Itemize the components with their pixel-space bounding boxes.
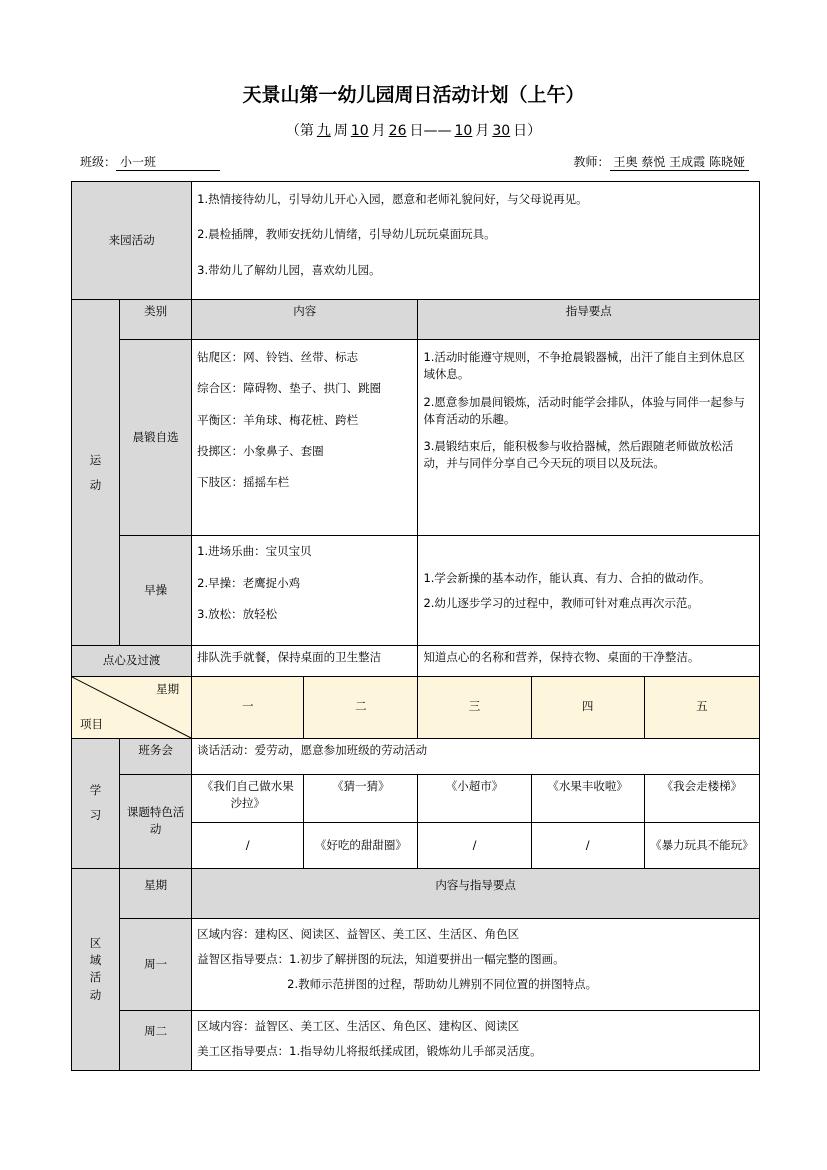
class-meeting-row <box>72 738 760 774</box>
area-monday-label: 周一 <box>120 918 192 1010</box>
teacher-names: 王奥 蔡悦 王成霞 陈晓娅 <box>610 153 749 171</box>
snack-guide: 知道点心的名称和营养，保持衣物、桌面的干净整洁。 <box>418 646 760 676</box>
day-thu: 四 <box>531 676 644 738</box>
day-wed: 三 <box>418 676 531 738</box>
week-label: 星期 <box>156 681 180 696</box>
end-day: 30 <box>492 123 511 139</box>
feature-wed-1: 《小超市》 <box>418 774 531 822</box>
area-week-header: 星期 <box>120 868 192 918</box>
morning-exercise-content: 钻爬区：网、铃铛、丝带、标志 综合区：障碍物、垫子、拱门、跳圈 平衡区：羊角球、梅花桩、跨栏 投掷区：小象鼻子、套圈 下肢区：摇摇车栏 <box>192 340 418 536</box>
content-header: 内容 <box>192 300 418 340</box>
morning-exercise-label: 晨锻自选 <box>120 340 192 536</box>
feature-wed-2: / <box>418 822 531 868</box>
class-meeting-content: 谈话活动：爱劳动，愿意参加班级的劳动活动 <box>192 738 760 774</box>
morning-drill-content: 1.进场乐曲：宝贝宝贝 2.早操：老鹰捉小鸡 3.放松：放轻松 <box>192 536 418 646</box>
day-fri: 五 <box>644 676 759 738</box>
feature-mon-2: / <box>192 822 304 868</box>
week-number: 九 <box>316 123 331 139</box>
feature-tue-2: 《好吃的甜甜圈》 <box>304 822 418 868</box>
week-range: （第 九 周 10 月 26 日—— 10 月 30 日） <box>285 123 542 139</box>
feature-activity-label: 课题特色活动 <box>120 774 192 868</box>
feature-mon-1: 《我们自己做水果沙拉》 <box>192 774 304 822</box>
teacher-info: 教师： 王奥 蔡悦 王成霞 陈晓娅 <box>574 153 749 171</box>
start-month: 10 <box>350 123 369 139</box>
feature-tue-1: 《猜一猜》 <box>304 774 418 822</box>
end-month: 10 <box>454 123 473 139</box>
snack-row <box>72 646 760 676</box>
feature-row-1 <box>72 774 760 822</box>
page-title: 天景山第一幼儿园周日活动计划（上午） <box>242 84 585 106</box>
study-label: 学习 <box>72 738 120 868</box>
snack-label: 点心及过渡 <box>72 646 192 676</box>
morning-drill-row <box>72 536 760 646</box>
feature-fri-1: 《我会走楼梯》 <box>644 774 759 822</box>
arrival-label: 来园活动 <box>72 182 192 300</box>
arrival-content: 1.热情接待幼儿，引导幼儿开心入园，愿意和老师礼貌问好，与父母说再见。 2.晨检插牌，教师安抚幼儿情绪，引导幼儿玩玩桌面玩具。 3.带幼儿了解幼儿园，喜欢幼儿园。 <box>192 182 760 300</box>
area-tuesday-row <box>72 1010 760 1070</box>
area-content-header: 内容与指导要点 <box>192 868 760 918</box>
morning-exercise-row <box>72 340 760 536</box>
type-header: 类别 <box>120 300 192 340</box>
feature-fri-2: 《暴力玩具不能玩》 <box>644 822 759 868</box>
class-info: 班级： 小一班 <box>80 153 220 171</box>
snack-content: 排队洗手就餐，保持桌面的卫生整洁 <box>192 646 418 676</box>
class-meeting-label: 班务会 <box>120 738 192 774</box>
feature-thu-2: / <box>531 822 644 868</box>
morning-drill-label: 早操 <box>120 536 192 646</box>
day-tue: 二 <box>304 676 418 738</box>
area-label: 区域活动 <box>72 868 120 1070</box>
feature-thu-1: 《水果丰收啦》 <box>531 774 644 822</box>
arrival-row <box>72 182 760 300</box>
area-tuesday-label: 周二 <box>120 1010 192 1070</box>
exercise-label: 运动 <box>72 300 120 646</box>
area-monday-content: 区域内容：建构区、阅读区、益智区、美工区、生活区、角色区 益智区指导要点：1.初步了解拼图的玩法，知道要拼出一幅完整的图画。 2.教师示范拼图的过程，帮助幼儿辨别不同位置的拼图特点。 <box>192 918 760 1010</box>
class-name: 小一班 <box>116 153 220 171</box>
diagonal-header <box>72 676 192 738</box>
start-day: 26 <box>388 123 407 139</box>
exercise-head-row <box>72 300 760 340</box>
area-head-row <box>72 868 760 918</box>
day-mon: 一 <box>192 676 304 738</box>
area-monday-row <box>72 918 760 1010</box>
days-header-row <box>72 676 760 738</box>
item-label: 项目 <box>80 717 103 732</box>
activity-plan-table <box>71 181 760 1071</box>
area-tuesday-content: 区域内容：益智区、美工区、生活区、角色区、建构区、阅读区 美工区指导要点：1.指导幼儿将报纸揉成团，锻炼幼儿手部灵活度。 <box>192 1010 760 1070</box>
morning-exercise-guide: 1.活动时能遵守规则，不争抢晨锻器械，出汗了能自主到休息区域休息。 2.愿意参加晨间锻炼，活动时能学会排队，体验与同伴一起参与体育活动的乐趣。 3.晨锻结束后，能积极参与收拾器械，然后跟随老师做放松活动，并与同伴分享自己今天玩的项目以及玩法。 <box>418 340 760 536</box>
guide-header: 指导要点 <box>418 300 760 340</box>
morning-drill-guide: 1.学会新操的基本动作，能认真、有力、合拍的做动作。 2.幼儿逐步学习的过程中，教师可针对难点再次示范。 <box>418 536 760 646</box>
